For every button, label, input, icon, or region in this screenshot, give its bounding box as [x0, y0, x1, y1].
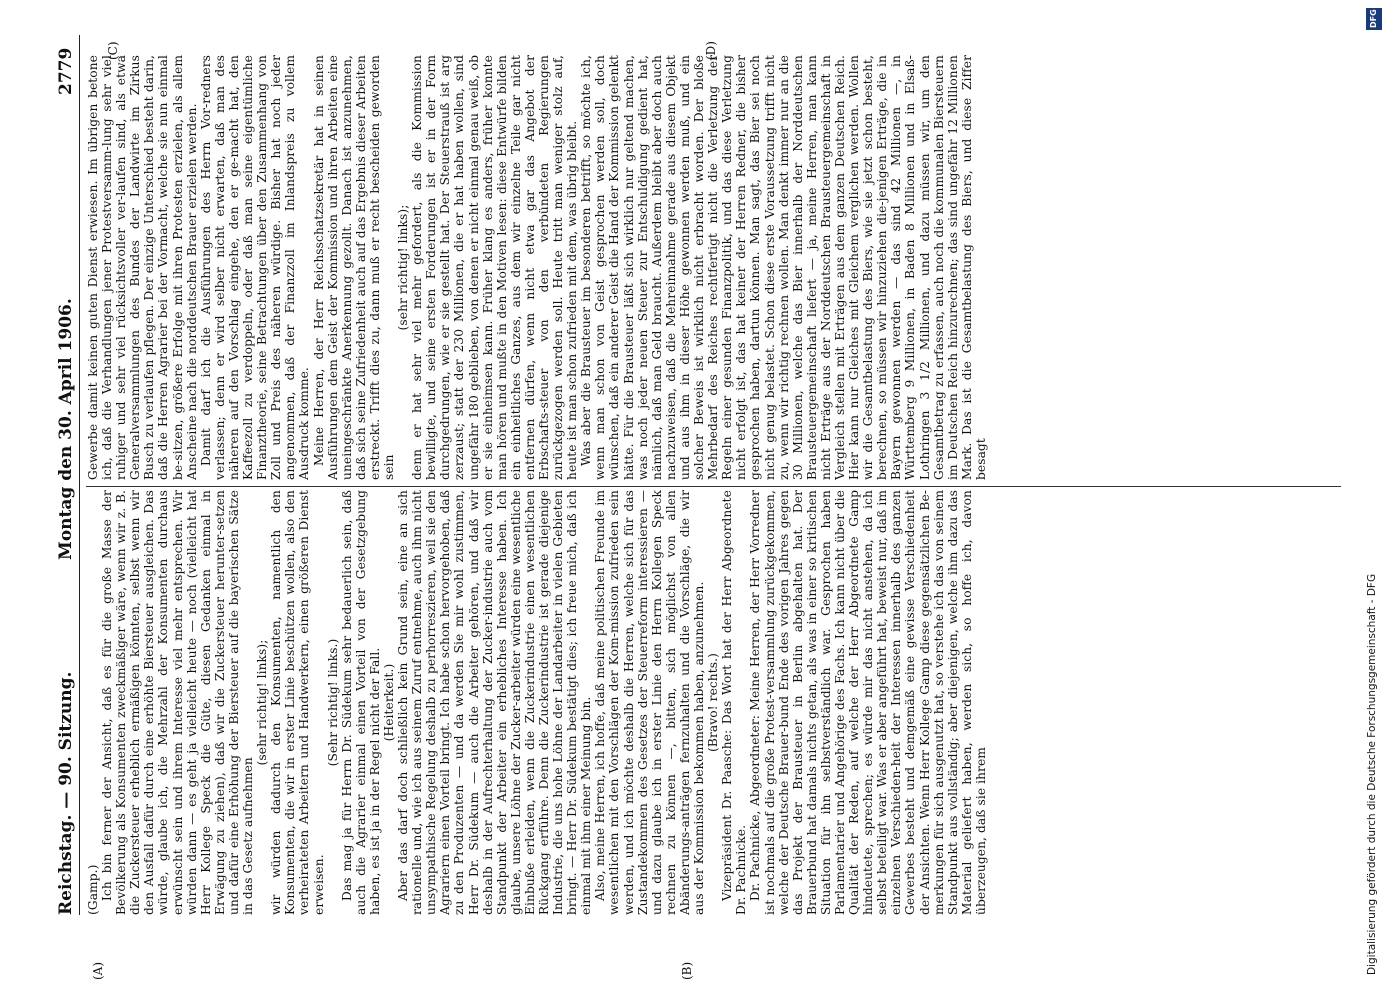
marker-b: (B)	[680, 961, 694, 980]
paragraph: Ich bin ferner der Ansicht, daß es für die große Masse der Bevölkerung als Konsumenten zweckmäßiger wäre, wenn wir z. B. die Zuckersteuer erheblich ermäßigen könnten, selbst wenn wir den Ausfall dafür durch eine erhöhte Biersteuer ausgleichen. Das würde, glaube ich, die Mehrzahl der Konsumenten durchaus erwünscht sein und ihrem Interesse viel mehr entsprechen. Wir würden dann — es geht ja vielleicht heute — noch (vielleicht hat Herr Kollege Speck die Güte, diesen Gedanken einmal in Erwägung zu ziehen), daß wir die Zuckersteuer herunter-setzen und dafür eine Erhöhung der Biersteuer auf die bayerischen Sätze in das Gesetz aufnehmen	[100, 490, 256, 915]
presiding-remark: Vizepräsident Dr. Paasche: Das Wort hat der Herr Abgeordnete Dr. Pachnicke.	[720, 490, 749, 915]
paragraph: Was aber die Brausteuer im besonderen betrifft, so möchte ich, wenn man schon von Geist gesprochen werden soll, doch wünschen, daß ein anderer Geist die Hand der Kommission gelenkt hätte. Für die Brausteuer läßt sich wirklich nur geltend machen, was noch jeder neuen Steuer zur Entschuldigung gedient hat, nämlich, daß man Geld braucht. Außerdem bleibt aber doch auch nachzuweisen, daß die Mehreinnahme gerade aus diesem Objekt und aus ihm in dieser Höhe gewonnen werden muß, und ein solcher Beweis ist wirklich nicht erbracht worden. Der bloße Mehrbedarf des Reiches rechtfertigt nicht die Verletzung der Regeln einer gesunden Finanzpolitik, und das diese Verletzung nicht erfolgt ist, das hat keiner der Herren Redner, die bisher gesprochen haben, dartun können. Man sagt, das Bier sei noch nicht genug belastet. Schon diese erste Voraussetzung trifft nicht zu, wenn wir richtig rechnen wollen. Man denkt immer nur an die 30 Millionen, welche das Bier innerhalb der Norddeutschen Brausteuergemeinschaft liefert — ja, meine Herren, man kann nicht Erträge aus der Norddeutschen Brausteuergemeinschaft in Vergleich stellen mit Erträgen aus dem ganzen Deutschen Reich. Hier kann nur Gleiches mit Gleichem verglichen werden. Wollen wir die Gesamtbelastung des Biers, wie sie jetzt schon besteht, berechnen, so müssen wir hinzuziehen die-jenigen Erträge, die in Bayern gewonnen werden — das sind 42 Millionen —, in Württemberg 9 Millionen, in Baden 8 Millionen und in Elsaß-Lothringen 3 1/2 Millionen, und dazu müssen wir, um den Gesamtbetrag zu erfassen, auch noch die kommunalen Biersteuern im Deutschen Reich hinzurechnen; das sind ungefähr 12 Millionen Mark. Das ist die Gesamtbelastung des Biers, und diese Ziffer besagt	[579, 55, 988, 480]
interjection: (sehr richtig! links);	[255, 639, 270, 766]
paragraph: denn er hat sehr viel mehr gefordert, als die Kommission bewilligte, und seine ersten Forderungen ist er in der Form durchgedrungen, wie er sie gestellt hat. Der Steuerstrauß ist arg zerzaust; statt der 230 Millionen, die er hat haben wollen, sind ungefähr 180 geblieben, von denen er nicht einmal genau weiß, ob er sie einheimsen kann. Früher klang es anders, früher konnte man hören und mußte in den Motiven lesen: diese Entwürfe bilden ein einheitliches Ganzes, aus dem wir einzelne Teile gar nicht entfernen dürfen, wenn nicht etwa gar das Angebot der Erbschafts-steuer von den verbündeten Regierungen zurückgezogen werden soll. Heute tritt man weniger stolz auf, heute ist man schon zufrieden mit dem, was übrig bleibt.	[410, 55, 580, 480]
column-divider	[86, 486, 1341, 487]
right-column	[86, 55, 1336, 480]
header-left: Reichstag. — 90. Sitzung.	[56, 671, 76, 915]
header-center: Montag den 30. April 1906.	[56, 298, 76, 560]
paragraph: wir würden dadurch den Konsumenten, namentlich den Konsumenten, die wir in erster Linie beschützen wollen, also den verheirateten Arbeitern und Handwerkern, einen größeren Dienst erweisen.	[269, 490, 326, 915]
paragraph: Aber das darf doch schließlich kein Grund sein, eine an sich rationelle und, wie ich aus seinem Zuruf entnehme, auch ihm nicht unsympathische Regelung deshalb zu perhorreszieren, weil sie den Agrariern einen Vorteil bringt. Ich habe schon hervorgehoben, daß zu den Produzenten — und da werden Sie mir wohl zustimmen, Herr Dr. Südekum — auch die Arbeiter gehören, und daß wir deshalb in der Aufrechterhaltung der Zucker-industrie auch vom Standpunkt der Arbeiter ein erhebliches Interesse haben. Ich glaube, unsere Löhne der Zucker-arbeiter würden eine wesentliche Einbuße erleiden, wenn die Zuckerindustrie einen wesentlichen Rückgang erführe. Denn die Zuckerindustrie ist gerade diejenige Industrie, die uns hohe Löhne der Landarbeiter in vielen Gebieten bringt. — Herr Dr. Südekum bestätigt dies; ich freue mich, daß ich einmal mit ihm einer Meinung bin.	[396, 490, 594, 915]
dfg-logo: DFG	[1366, 8, 1382, 30]
marker-d: (D)	[704, 41, 718, 60]
marker-c: (C)	[106, 41, 120, 60]
speaker-tag: (Gamp.)	[86, 864, 100, 915]
paragraph: Dr. Pachnicke, Abgeordneter: Meine Herren, der Herr Vorredner ist nochmals auf die große Protest-versammlung zurückgekommen, welche der Deutsche Brauer-bund Ende des vorigen Jahres gegen das Projekt der Brausteuer in Berlin abgehalten hat. Der Brauerbund hat damals nichts getan, als was in einer so kritischen Situation für ihn selbstverständlich war. Gesprochen haben Parlamentarier und Angehörige des Fachs. Ich kann nicht über die Qualität der Reden, auf welche der Herr Abgeordnete Gamp hindeutete, sprechen; es würde mir das nicht anstehen, da ich selbst beteiligt war. Was er aber angeführt hat, beweist nur, daß im einzelnen Verschieden-heit der Interessen innerhalb des ganzen Gewerbes besteht und demgemäß eine gewisse Verschiedenheit der Ansichten. Wenn Herr Kollege Gamp diese gegensätzlichen Be-merkungen für sich ausgenutzt hat, so verstehe ich das von seinem Standpunkt aus vollständig; aber diejenigen, welche ihm dazu das Material geliefert haben, werden sich, so hoffe ich, davon überzeugen, daß sie ihrem	[748, 490, 988, 915]
credit-strip	[1360, 0, 1380, 1000]
paragraph: Das mag ja für Herrn Dr. Südekum sehr bedauerlich sein, daß auch die Agrarier einmal einen Vorteil von der Gesetzgebung haben, es ist ja in der Regel nicht der Fall.	[339, 490, 382, 915]
interjection: (sehr richtig! links);	[396, 204, 411, 331]
credit-text: Digitalisierung gefördert durch die Deutsche Forschungsgemeinschaft - DFG	[1366, 573, 1378, 975]
marker-a: (A)	[91, 961, 105, 980]
paragraph: Meine Herren, der Herr Reichsschatzsekretär hat in seinen Ausführungen dem Geist der Kommission und ihren Arbeiten eine uneingeschränkte Anerkennung gezollt. Danach ist anzunehmen, daß sich seine Zufriedenheit auch auf das Ergebnis dieser Arbeiten erstreckt. Trifft dies zu, dann muß er recht bescheiden geworden sein	[311, 55, 396, 480]
paragraph: Gewerbe damit keinen guten Dienst erwiesen. Im übrigen betone ich, daß die Verhandlungen jener Protestversamm-lung sehr viel ruhiger und sehr viel rücksichtsvoller ver-laufen sind, als etwa Generalversammlungen des Bundes der Landwirte im Zirkus Busch zu verlaufen pflegen. Der einzige Unterschied besteht darin, daß die Herren Agrarier bei der Vormacht, welche sie nun einmal be-sitzen, größere Erfolge mit ihren Protesten erzielen, als allem Anscheine nach die norddeutschen Brauer erzielen werden.	[86, 55, 199, 480]
left-column	[86, 490, 1336, 915]
page-number: 2779	[56, 47, 76, 95]
interjection: (Heiterkeit.)	[381, 663, 396, 742]
paragraph: Damit darf ich die Ausführungen des Herrn Vor-redners verlassen; denn er wird selber nicht erwarten, daß man des näheren auf den Vorschlag eingehe, den er ge-macht hat, den Kaffeezoll zu verdoppeln, oder daß man seine eigentümliche Finanztheorie, seine Betrachtungen über den Zusammenhang von Zoll und Preis des näheren würdige. Bisher hat noch jeder angenommen, daß der Finanzzoll im Inlandspreis zu vollem Ausdruck komme.	[198, 55, 312, 480]
interjection: (Sehr richtig! links.)	[325, 638, 340, 767]
paragraph: Also, meine Herren, ich hoffe, daß meine politischen Freunde im wesentlichen mit den Vorschlägen der Kom-mission zufrieden sein werden, und ich möchte deshalb die Herren, welche sich für das Zustandekommen des Gesetzes der Steuerreform interessieren — und dazu glaube ich in erster Linie den Herrn Kollegen Speck rechnen zu können —, bitten, sich möglichst von allen Abänderungs-anträgen fernzuhalten und die Vorschläge, die wir aus der Kommission bekommen haben, anzunehmen.	[593, 490, 707, 915]
header-rule	[79, 35, 80, 915]
interjection: (Bravo! rechts.)	[706, 653, 721, 752]
